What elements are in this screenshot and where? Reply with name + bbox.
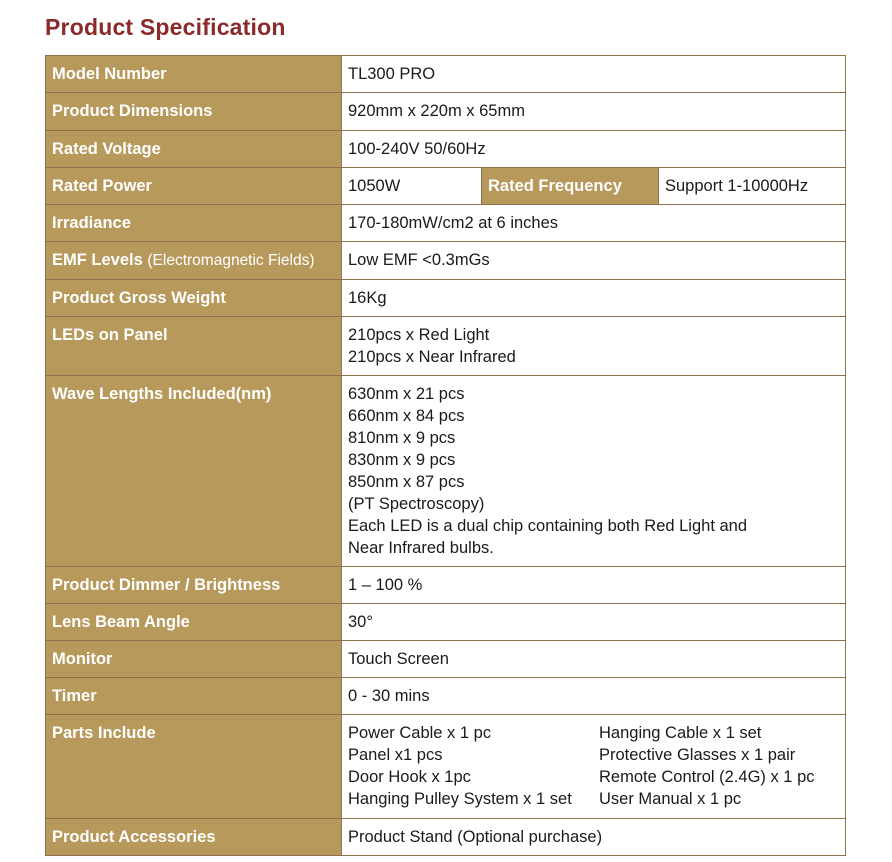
row-value: 0 - 30 mins — [342, 678, 846, 715]
row-value: Touch Screen — [342, 641, 846, 678]
table-row — [46, 168, 846, 205]
frequency-label: Rated Frequency — [482, 168, 659, 205]
row-label: Parts Include — [46, 715, 342, 819]
list-item: Remote Control (2.4G) x 1 pc — [599, 768, 815, 786]
row-value: 170-180mW/cm2 at 6 inches — [342, 205, 846, 242]
parts-list — [348, 722, 839, 810]
table-row — [46, 93, 846, 131]
list-item: Near Infrared bulbs. — [348, 539, 494, 557]
table-row — [46, 242, 846, 280]
list-item: Protective Glasses x 1 pair — [599, 746, 796, 764]
emf-label: EMF Levels — [52, 251, 143, 269]
row-label: Product Dimmer / Brightness — [46, 567, 342, 604]
row-label: Rated Voltage — [46, 131, 342, 168]
row-value: 1 – 100 % — [342, 567, 846, 604]
row-value: 100-240V 50/60Hz — [342, 131, 846, 168]
list-item: 210pcs x Red Light — [348, 326, 490, 344]
row-label: Monitor — [46, 641, 342, 678]
list-item: 830nm x 9 pcs — [348, 451, 456, 469]
row-value: 1050W — [342, 168, 482, 205]
row-label: Lens Beam Angle — [46, 604, 342, 641]
list-item: Panel x1 pcs — [348, 746, 443, 764]
table-row — [46, 567, 846, 604]
list-item: Hanging Pulley System x 1 set — [348, 790, 572, 808]
table-row — [46, 317, 846, 376]
row-label: Irradiance — [46, 205, 342, 242]
table-row — [46, 376, 846, 567]
row-value: 920mm x 220m x 65mm — [342, 93, 846, 131]
row-value: 16Kg — [342, 280, 846, 317]
row-label: Product Gross Weight — [46, 280, 342, 317]
list-item: User Manual x 1 pc — [599, 790, 742, 808]
table-row — [46, 131, 846, 168]
spec-table — [45, 55, 846, 856]
table-row — [46, 678, 846, 715]
row-label — [46, 242, 342, 280]
row-label: Model Number — [46, 56, 342, 93]
table-row — [46, 56, 846, 93]
table-row — [46, 280, 846, 317]
row-value: TL300 PRO — [342, 56, 846, 93]
table-row — [46, 604, 846, 641]
table-row — [46, 205, 846, 242]
list-item: 810nm x 9 pcs — [348, 429, 456, 447]
row-value: Low EMF <0.3mGs — [342, 242, 846, 280]
row-label: Timer — [46, 678, 342, 715]
list-item: 850nm x 87 pcs — [348, 473, 465, 491]
list-item: Door Hook x 1pc — [348, 768, 471, 786]
row-label: Rated Power — [46, 168, 342, 205]
table-row — [46, 715, 846, 819]
list-item: (PT Spectroscopy) — [348, 495, 485, 513]
row-label: Wave Lengths Included(nm) — [46, 376, 342, 567]
row-label: Product Dimensions — [46, 93, 342, 131]
row-value — [342, 317, 846, 376]
table-row — [46, 641, 846, 678]
row-label: Product Accessories — [46, 819, 342, 856]
row-value: 30° — [342, 604, 846, 641]
list-item: Power Cable x 1 pc — [348, 724, 492, 742]
page-title: Product Specification — [45, 14, 286, 40]
row-value — [342, 376, 846, 567]
parts-column — [348, 722, 599, 810]
parts-column — [599, 722, 839, 810]
row-label: LEDs on Panel — [46, 317, 342, 376]
row-value: Product Stand (Optional purchase) — [342, 819, 846, 856]
list-item: 660nm x 84 pcs — [348, 407, 465, 425]
list-item: Hanging Cable x 1 set — [599, 724, 762, 742]
table-row — [46, 819, 846, 856]
list-item: 210pcs x Near Infrared — [348, 348, 516, 366]
list-item: 630nm x 21 pcs — [348, 385, 465, 403]
frequency-value: Support 1-10000Hz — [659, 168, 846, 205]
list-item: Each LED is a dual chip containing both Red Light and — [348, 517, 748, 535]
emf-label-sub: (Electromagnetic Fields) — [147, 252, 315, 269]
row-value — [342, 715, 846, 819]
